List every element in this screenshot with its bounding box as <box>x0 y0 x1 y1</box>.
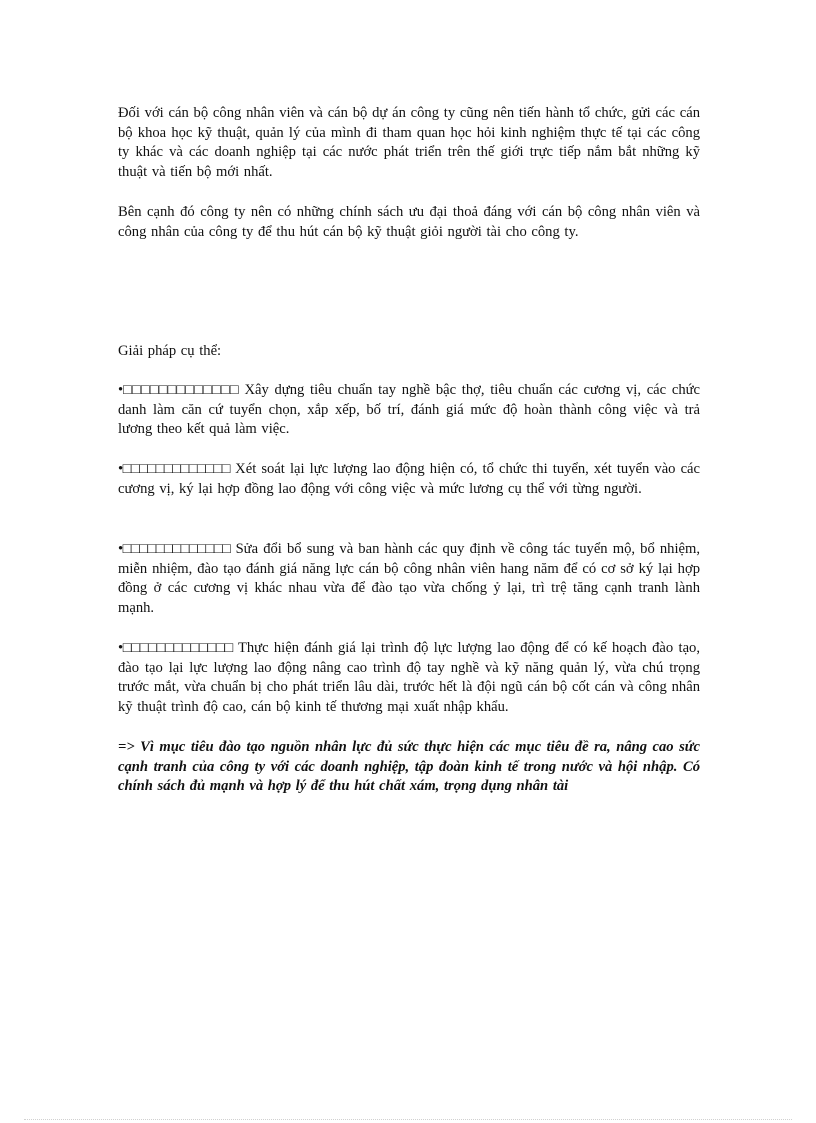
list-item <box>118 540 700 619</box>
list-item-text: Thực hiện đánh giá lại trình độ lực lượng lao động để có kế hoạch đào tạo, đào tạo lại lực lượng lao động nâng cao trình độ tay nghề và kỹ năng quản lý, vừa chú trọng trước mắt, vừa chuẩn bị cho phát triển lâu dài, trước hết là đội ngũ cán bộ cốt cán và công nhân kỹ thuật trình độ cao, cán bộ kinh tế thương mại xuất nhập khẩu. <box>118 640 700 716</box>
conclusion-paragraph: => Vì mục tiêu đào tạo nguồn nhân lực đủ sức thực hiện các mục tiêu đề ra, nâng cao sức cạnh tranh của công ty với các doanh nghiệp, tập đoàn kinh tế trong nước và hội nhập. Có chính sách đủ mạnh và hợp lý để thu hút chất xám, trọng dụng nhân tài <box>118 739 700 795</box>
bullet-marker: •□□□□□□□□□□□□□ <box>118 382 239 398</box>
list-item-text: Sửa đổi bổ sung và ban hành các quy định về công tác tuyển mộ, bổ nhiệm, miễn nhiệm, đào tạo đánh giá năng lực cán bộ công nhân viên hang năm để có cơ sở ký lại hợp đồng ở các cương vị khác nhau vừa để đào tạo vừa chống ỷ lại, trì trệ tăng cạnh tranh lành mạnh. <box>118 541 701 617</box>
list-item-text: Xét soát lại lực lượng lao động hiện có, tổ chức thi tuyển, xét tuyển vào các cương vị, ký lại hợp đồng lao động với công việc và mức lương cụ thể với từng người. <box>118 461 700 497</box>
list-item <box>118 639 700 718</box>
paragraph-training-abroad: Đối với cán bộ công nhân viên và cán bộ dự án công ty cũng nên tiến hành tổ chức, gửi các cán bộ khoa học kỹ thuật, quản lý của mình đi tham quan học hỏi kinh nghiệm thực tế tại các công ty khác và các doanh nghiệp tại các nước phát triển trên thế giới trực tiếp nắm bắt những kỹ thuật và tiến bộ mới nhất. <box>118 105 700 181</box>
bullet-marker: •□□□□□□□□□□□□□ <box>118 461 231 477</box>
list-item-text: Xây dựng tiêu chuẩn tay nghề bậc thợ, tiêu chuẩn các cương vị, các chức danh làm căn cứ tuyển chọn, xắp xếp, bố trí, đánh giá mức độ hoàn thành công việc và trả lương theo kết quả làm việc. <box>118 382 701 438</box>
paragraph-incentive-policy: Bên cạnh đó công ty nên có những chính sách ưu đại thoả đáng với cán bộ công nhân viên và công nhân của công ty để thu hút cán bộ kỹ thuật giỏi người tài cho công ty. <box>118 204 700 240</box>
section-heading-specific-solutions: Giải pháp cụ thể: <box>118 343 222 359</box>
list-item <box>118 460 700 499</box>
bullet-marker: •□□□□□□□□□□□□□ <box>118 541 231 557</box>
list-item <box>118 381 700 440</box>
bullet-marker: •□□□□□□□□□□□□□ <box>118 640 233 656</box>
page-bottom-divider <box>24 1119 792 1120</box>
